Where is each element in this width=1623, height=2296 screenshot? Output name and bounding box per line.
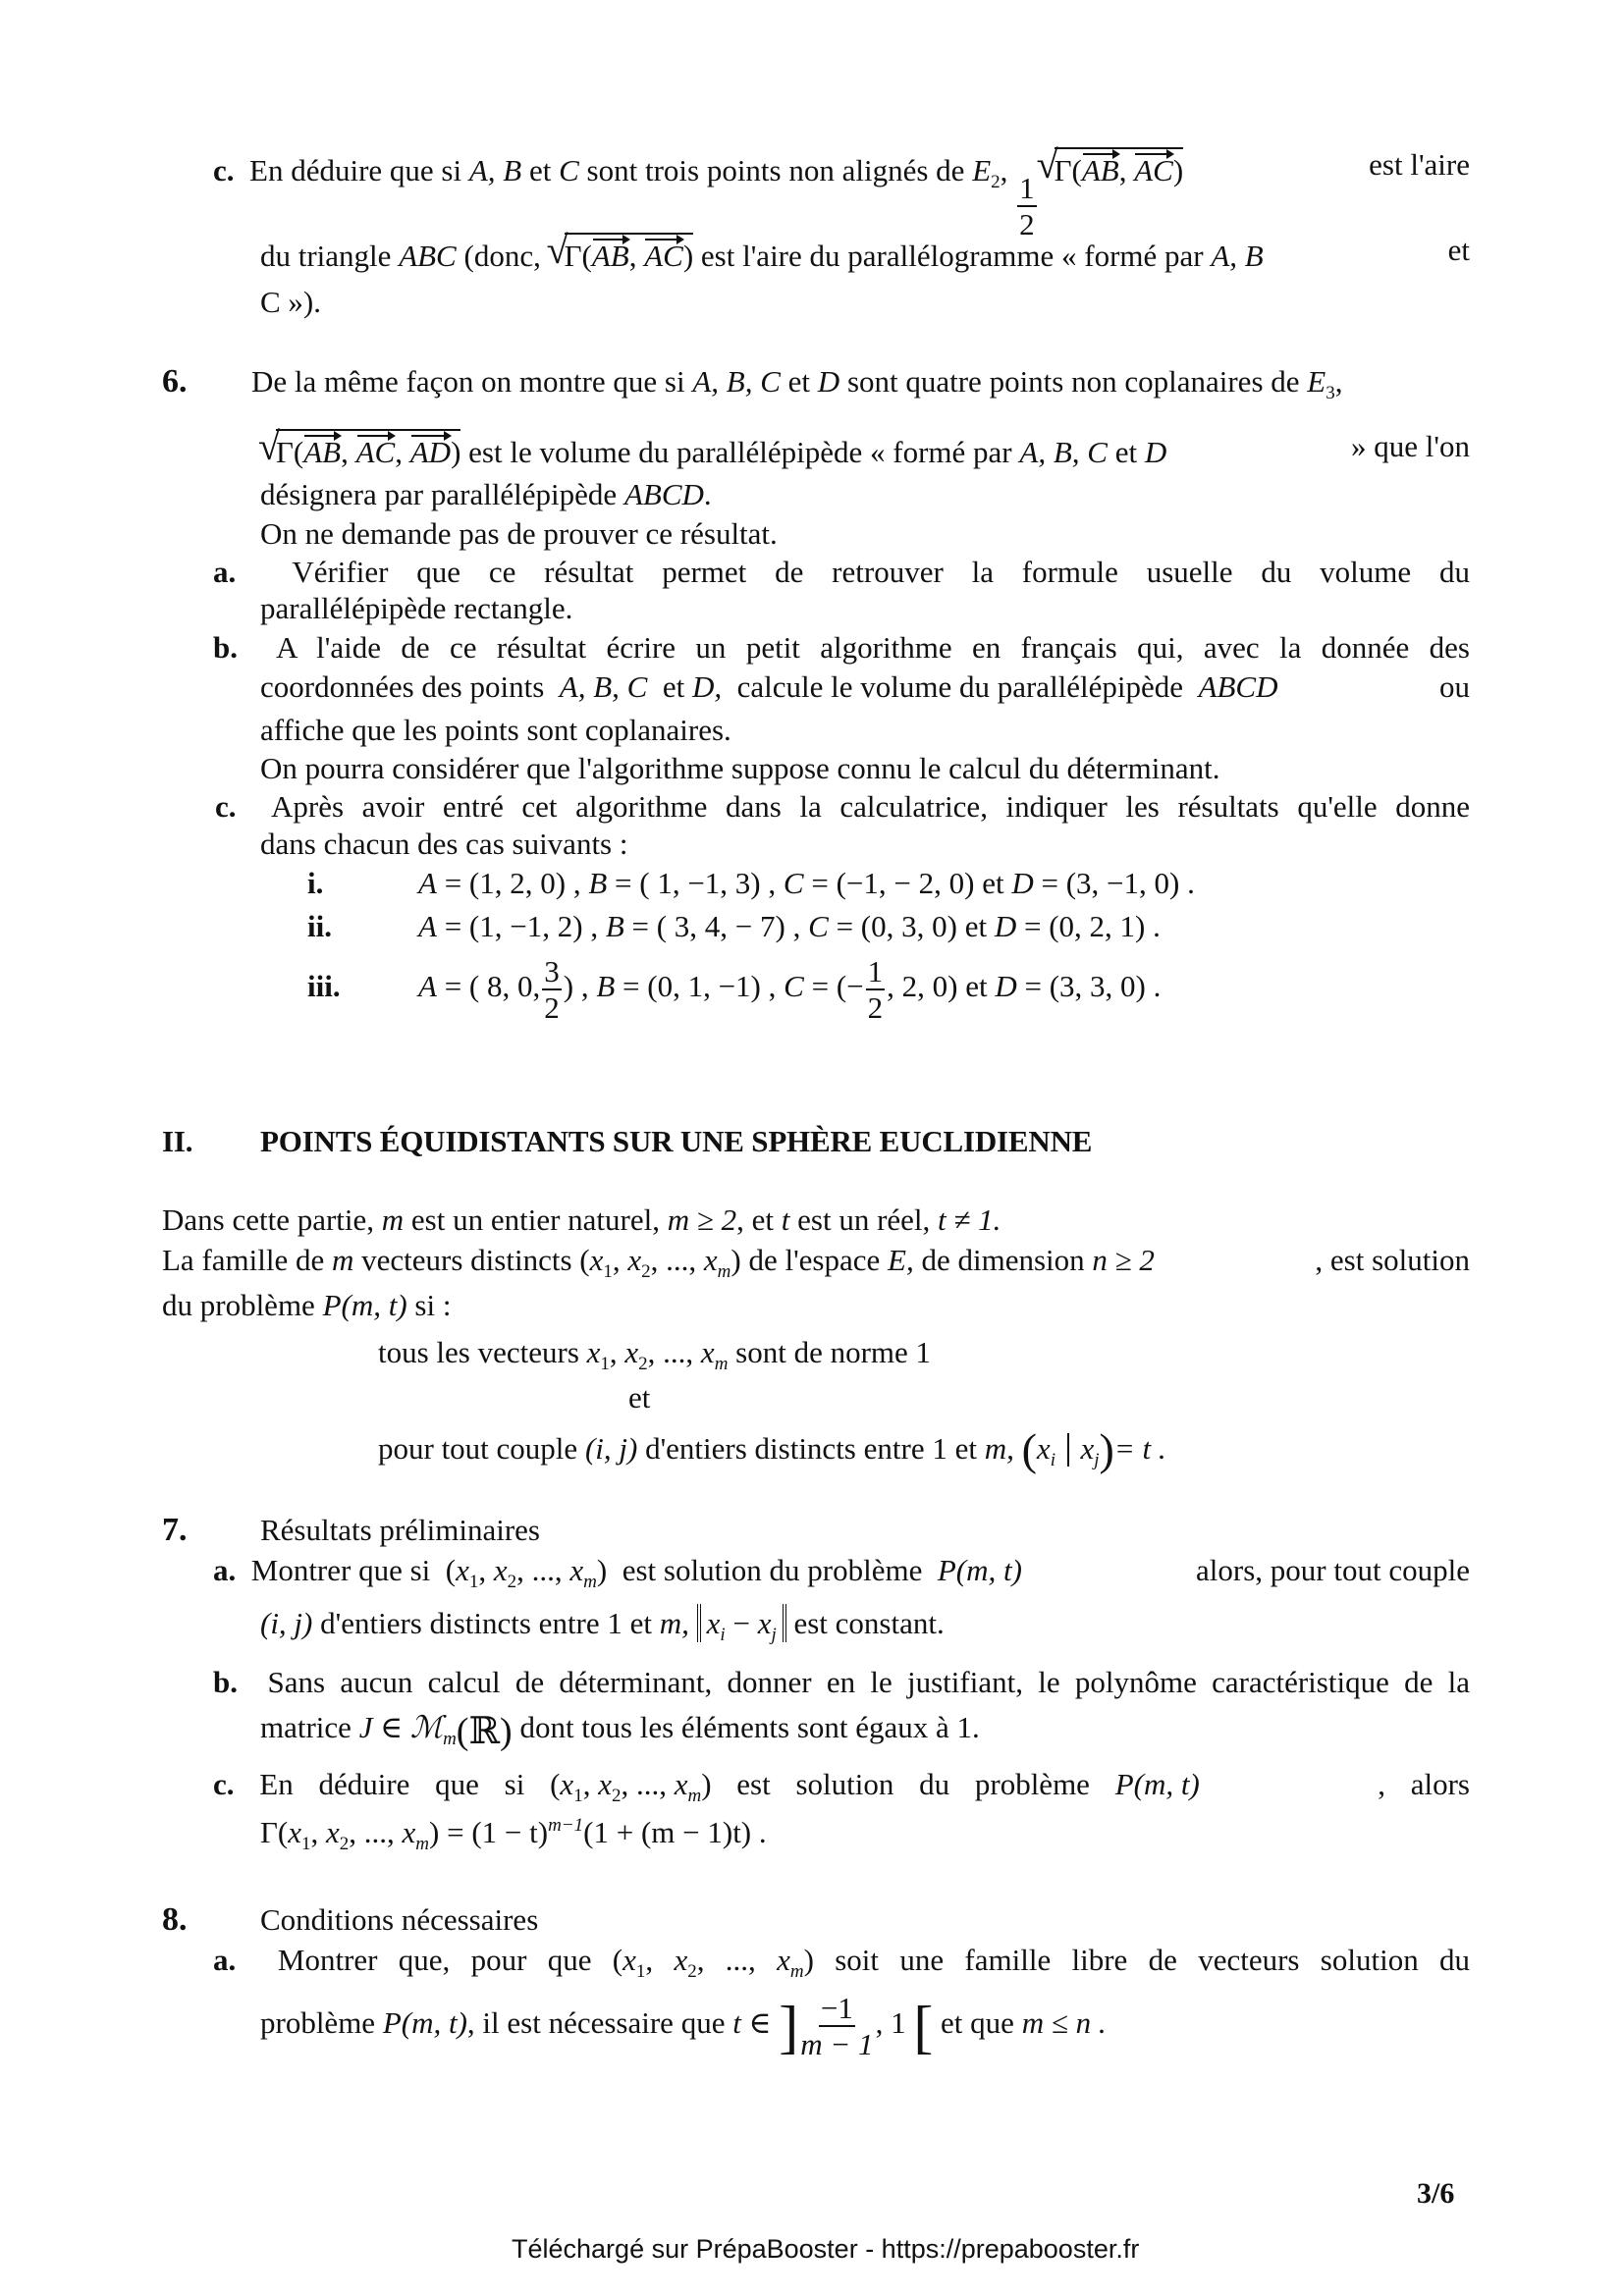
item-label: b. (213, 630, 238, 665)
text: (donc, (463, 239, 541, 273)
condition-1: tous les vecteurs $x_1$, $x_2$, ..., $x_m$ sont de norme 1 (378, 1335, 932, 1374)
q6a-line2 (260, 591, 572, 626)
coords: ( 1, −1, 3) (639, 866, 761, 900)
q7c-line1: c. En déduire que si ($x_1$, $x_2$, ..., $x_m$) est solution du problème P(m, t) , alors (213, 1767, 1470, 1806)
sqrt-gram: √ Γ(AB, AC) (1039, 147, 1184, 188)
question-title: Résultats préliminaires (260, 1513, 540, 1547)
fraction: $\frac{3}{2}$ (544, 954, 560, 1025)
math: D (1144, 435, 1167, 469)
text: coordonnées des points (260, 669, 545, 704)
question-number: 7. (162, 1512, 188, 1548)
item-label: a. (213, 1553, 237, 1587)
intro-line3: du problème P(m, t) si : (162, 1288, 452, 1322)
q6c-case-i: i. A = (1, 2, 0) , B = ( 1, −1, 3) , C = (−1, − 2, 0) et D = (3, −1, 0) . (307, 866, 1195, 900)
question-number: 8. (162, 1901, 188, 1938)
fraction: $\frac{-1}{m - 1}$ (800, 1991, 874, 2061)
vector-family: ($x_1$, $x_2$, ..., $x_m$) (579, 1243, 741, 1282)
case-label: iii. (307, 969, 341, 1004)
text: ou (1439, 669, 1470, 704)
math: ABCD (623, 477, 704, 511)
sqrt-gram: √ Γ(AB, AC) (549, 233, 694, 274)
q7a-line2: (i, j) d'entiers distincts entre 1 et m, $x_i - x_j$ est constant. (260, 1606, 945, 1645)
q5c-line3 (260, 285, 321, 320)
coords: (1, −1, 2) (468, 909, 583, 943)
text: et (662, 669, 685, 704)
item-label: c. (213, 153, 235, 187)
text: On ne demande pas de prouver ce résultat. (260, 516, 778, 551)
text: A l'aide de ce résultat écrire un petit algorithme en français qui, avec la donnée des (276, 630, 1470, 665)
text: calcule le volume du parallélépipède (736, 669, 1184, 704)
text: et (1447, 233, 1470, 267)
q5c-line2 (260, 233, 1470, 274)
text: désignera par parallélépipède (260, 477, 618, 511)
q6-line2 (260, 429, 1470, 470)
subscript: 3 (1325, 383, 1335, 403)
fraction: $\frac{1}{2}$ (1019, 171, 1035, 241)
math: ABC (399, 239, 457, 273)
coords: (0, 2, 1) (1049, 909, 1146, 943)
sqrt-gram: √ Γ(AB, AC, AD) (260, 429, 460, 470)
math: D, (691, 669, 723, 704)
q7c-line2: $\Gamma(x_1$, $x_2$, ..., $x_m) = (1 - t)^{m-1}(1 + (m - 1)t)$ . (260, 1815, 767, 1854)
text: Après avoir entré cet algorithme dans la calculatrice, indiquer les résultats qu'elle donne (270, 789, 1470, 824)
q6c-case-ii: ii. A = (1, −1, 2) , B = ( 3, 4, − 7) , C = (0, 3, 0) et D = (0, 2, 1) . (307, 909, 1161, 943)
text: On pourra considérer que l'algorithme suppose connu le calcul du déterminant. (260, 751, 1220, 785)
text: Vérifier que ce résultat permet de retrouver la formule usuelle du volume du (292, 555, 1470, 589)
intro-line2: La famille de m vecteurs distincts ($x_1$, $x_2$, ..., $x_m$) de l'espace E, de dimension n ≥ 2 , est solution (162, 1243, 1470, 1282)
q6b-line2 (260, 669, 1470, 705)
page-number: 3/6 (1417, 2177, 1455, 2210)
item-label: a. (213, 1943, 237, 1977)
open-interval: ] $\frac{-1}{m - 1}$ , 1 [ (779, 1991, 934, 2061)
section-numeral: II. (162, 1124, 193, 1158)
text: C »). (260, 285, 321, 319)
coords: (0, 3, 0) (860, 909, 957, 943)
condition-2: pour tout couple (i, j) d'entiers distincts entre 1 et m, ($x_i$ $x_j)= t$ . (378, 1424, 1166, 1474)
coords: (3, 3, 0) (1049, 969, 1146, 1004)
q6-line4 (260, 516, 778, 552)
item-label: b. (213, 1665, 238, 1699)
math-space: E (972, 153, 992, 187)
q6b-line1 (213, 630, 1470, 666)
text: sont quatre points non coplanaires de (846, 364, 1300, 399)
q7-heading (162, 1512, 540, 1549)
math: A, B, C (1019, 435, 1108, 469)
coords: (1, 2, 0) (468, 866, 567, 900)
vector-family: ($x_1$, $x_2$, ..., $x_m$) (445, 1553, 608, 1592)
text: est le volume du parallélépipède « formé par (468, 435, 1012, 469)
section-heading (162, 1124, 1092, 1159)
text: est l'aire du parallélogramme « formé par (700, 239, 1204, 273)
case-label: i. (307, 866, 324, 900)
download-footer: Téléchargé sur PrépaBooster - https://prepabooster.fr (512, 2234, 1140, 2264)
item-label: c. (213, 1767, 235, 1801)
q8a-line2: problème P(m, t), il est nécessaire que t ∈ ] $\frac{-1}{m - 1}$ , 1 [ et que m ≤ n . (260, 1991, 1107, 2061)
q7b-line2: matrice J ∈ ℳ$_m$(ℝ) dont tous les éléments sont égaux à 1. (260, 1710, 980, 1752)
q6b-line3 (260, 713, 731, 748)
text: et (787, 364, 811, 399)
q7b-line1: b. Sans aucun calcul de déterminant, donner en le justifiant, le polynôme caractéristique de la (213, 1665, 1470, 1699)
math: C (559, 153, 579, 187)
math: A, B (1211, 239, 1264, 273)
subscript: 2 (991, 172, 1001, 192)
q6c-case-iii: iii. A = ( 8, 0, $\frac{3}{2}$ ) , B = (0, 1, −1) , C = (− $\frac{1}{2}$ , 2, 0) et D = (3, 3, 0) . (307, 954, 1162, 1025)
math: A, B, C (692, 364, 781, 399)
condition-et: et (628, 1380, 651, 1415)
coords: (0, 1, −1) (647, 969, 761, 1004)
q6-line3: désignera par parallélépipède ABCD. (260, 477, 712, 511)
text: et (528, 153, 552, 187)
item-label: a. (213, 555, 237, 589)
section-title: POINTS ÉQUIDISTANTS SUR UNE SPHÈRE EUCLIDIENNE (260, 1124, 1093, 1158)
q7a-line1: a. Montrer que si ($x_1$, $x_2$, ..., $x_m$) est solution du problème P(m, t) alors, pour tout couple (213, 1553, 1470, 1592)
fraction: $\frac{1}{2}$ (867, 954, 884, 1025)
q6-line1: 6. De la même façon on montre que si A, B, C et D sont quatre points non coplanaires de $E_3$, (162, 363, 1343, 403)
q6c-line1 (215, 789, 1470, 825)
math-space: E (1307, 364, 1326, 399)
norm: $x_i - x_j$ (697, 1604, 786, 1642)
text: affiche que les points sont coplanaires. (260, 713, 731, 747)
math: ABCD (1198, 669, 1278, 704)
vector-family: ($x_1$, $x_2$, ..., $x_m$) (550, 1767, 712, 1806)
coords: ( 3, 4, − 7) (656, 909, 785, 943)
math: A, B (468, 153, 522, 187)
question-number: 6. (162, 363, 188, 400)
coords: (3, −1, 0) (1065, 866, 1180, 900)
coords: (−1, − 2, 0) (836, 866, 975, 900)
text: parallélépipède rectangle. (260, 591, 573, 625)
q6c-line2 (260, 827, 627, 862)
text: De la même façon on montre que si (251, 364, 685, 399)
q8a-line1: a. Montrer que, pour que ($x_1$, $x_2$, ..., $x_m$) soit une famille libre de vecteurs solution du (213, 1943, 1470, 1982)
intro-line1: Dans cette partie, m est un entier naturel, m ≥ 2, et t est un réel, t ≠ 1. (162, 1202, 1001, 1237)
text: dans chacun des cas suivants : (260, 827, 628, 861)
text: du triangle (260, 239, 392, 273)
q6a-line1 (213, 555, 1470, 590)
math: D (817, 364, 840, 399)
question-title: Conditions nécessaires (260, 1902, 539, 1937)
text: sont trois points non alignés de (586, 153, 965, 187)
text: est l'aire (1369, 147, 1470, 182)
math: A, B, C (559, 669, 648, 704)
q5c-line1: c. En déduire que si A, B et C sont trois points non alignés de $E_2$, $\frac{1}{2}$ √ Γ(AB, AC) est l'aire (213, 147, 1470, 240)
q6b-line4 (260, 751, 1219, 786)
case-label: ii. (307, 909, 332, 943)
item-label: c. (215, 789, 237, 824)
text: En déduire que si (249, 153, 462, 187)
text: » que l'on (1351, 429, 1470, 463)
inner-product: ($x_i$ $x_j$) (1021, 1424, 1114, 1474)
text: et (1114, 435, 1138, 469)
q8-heading (162, 1901, 538, 1939)
